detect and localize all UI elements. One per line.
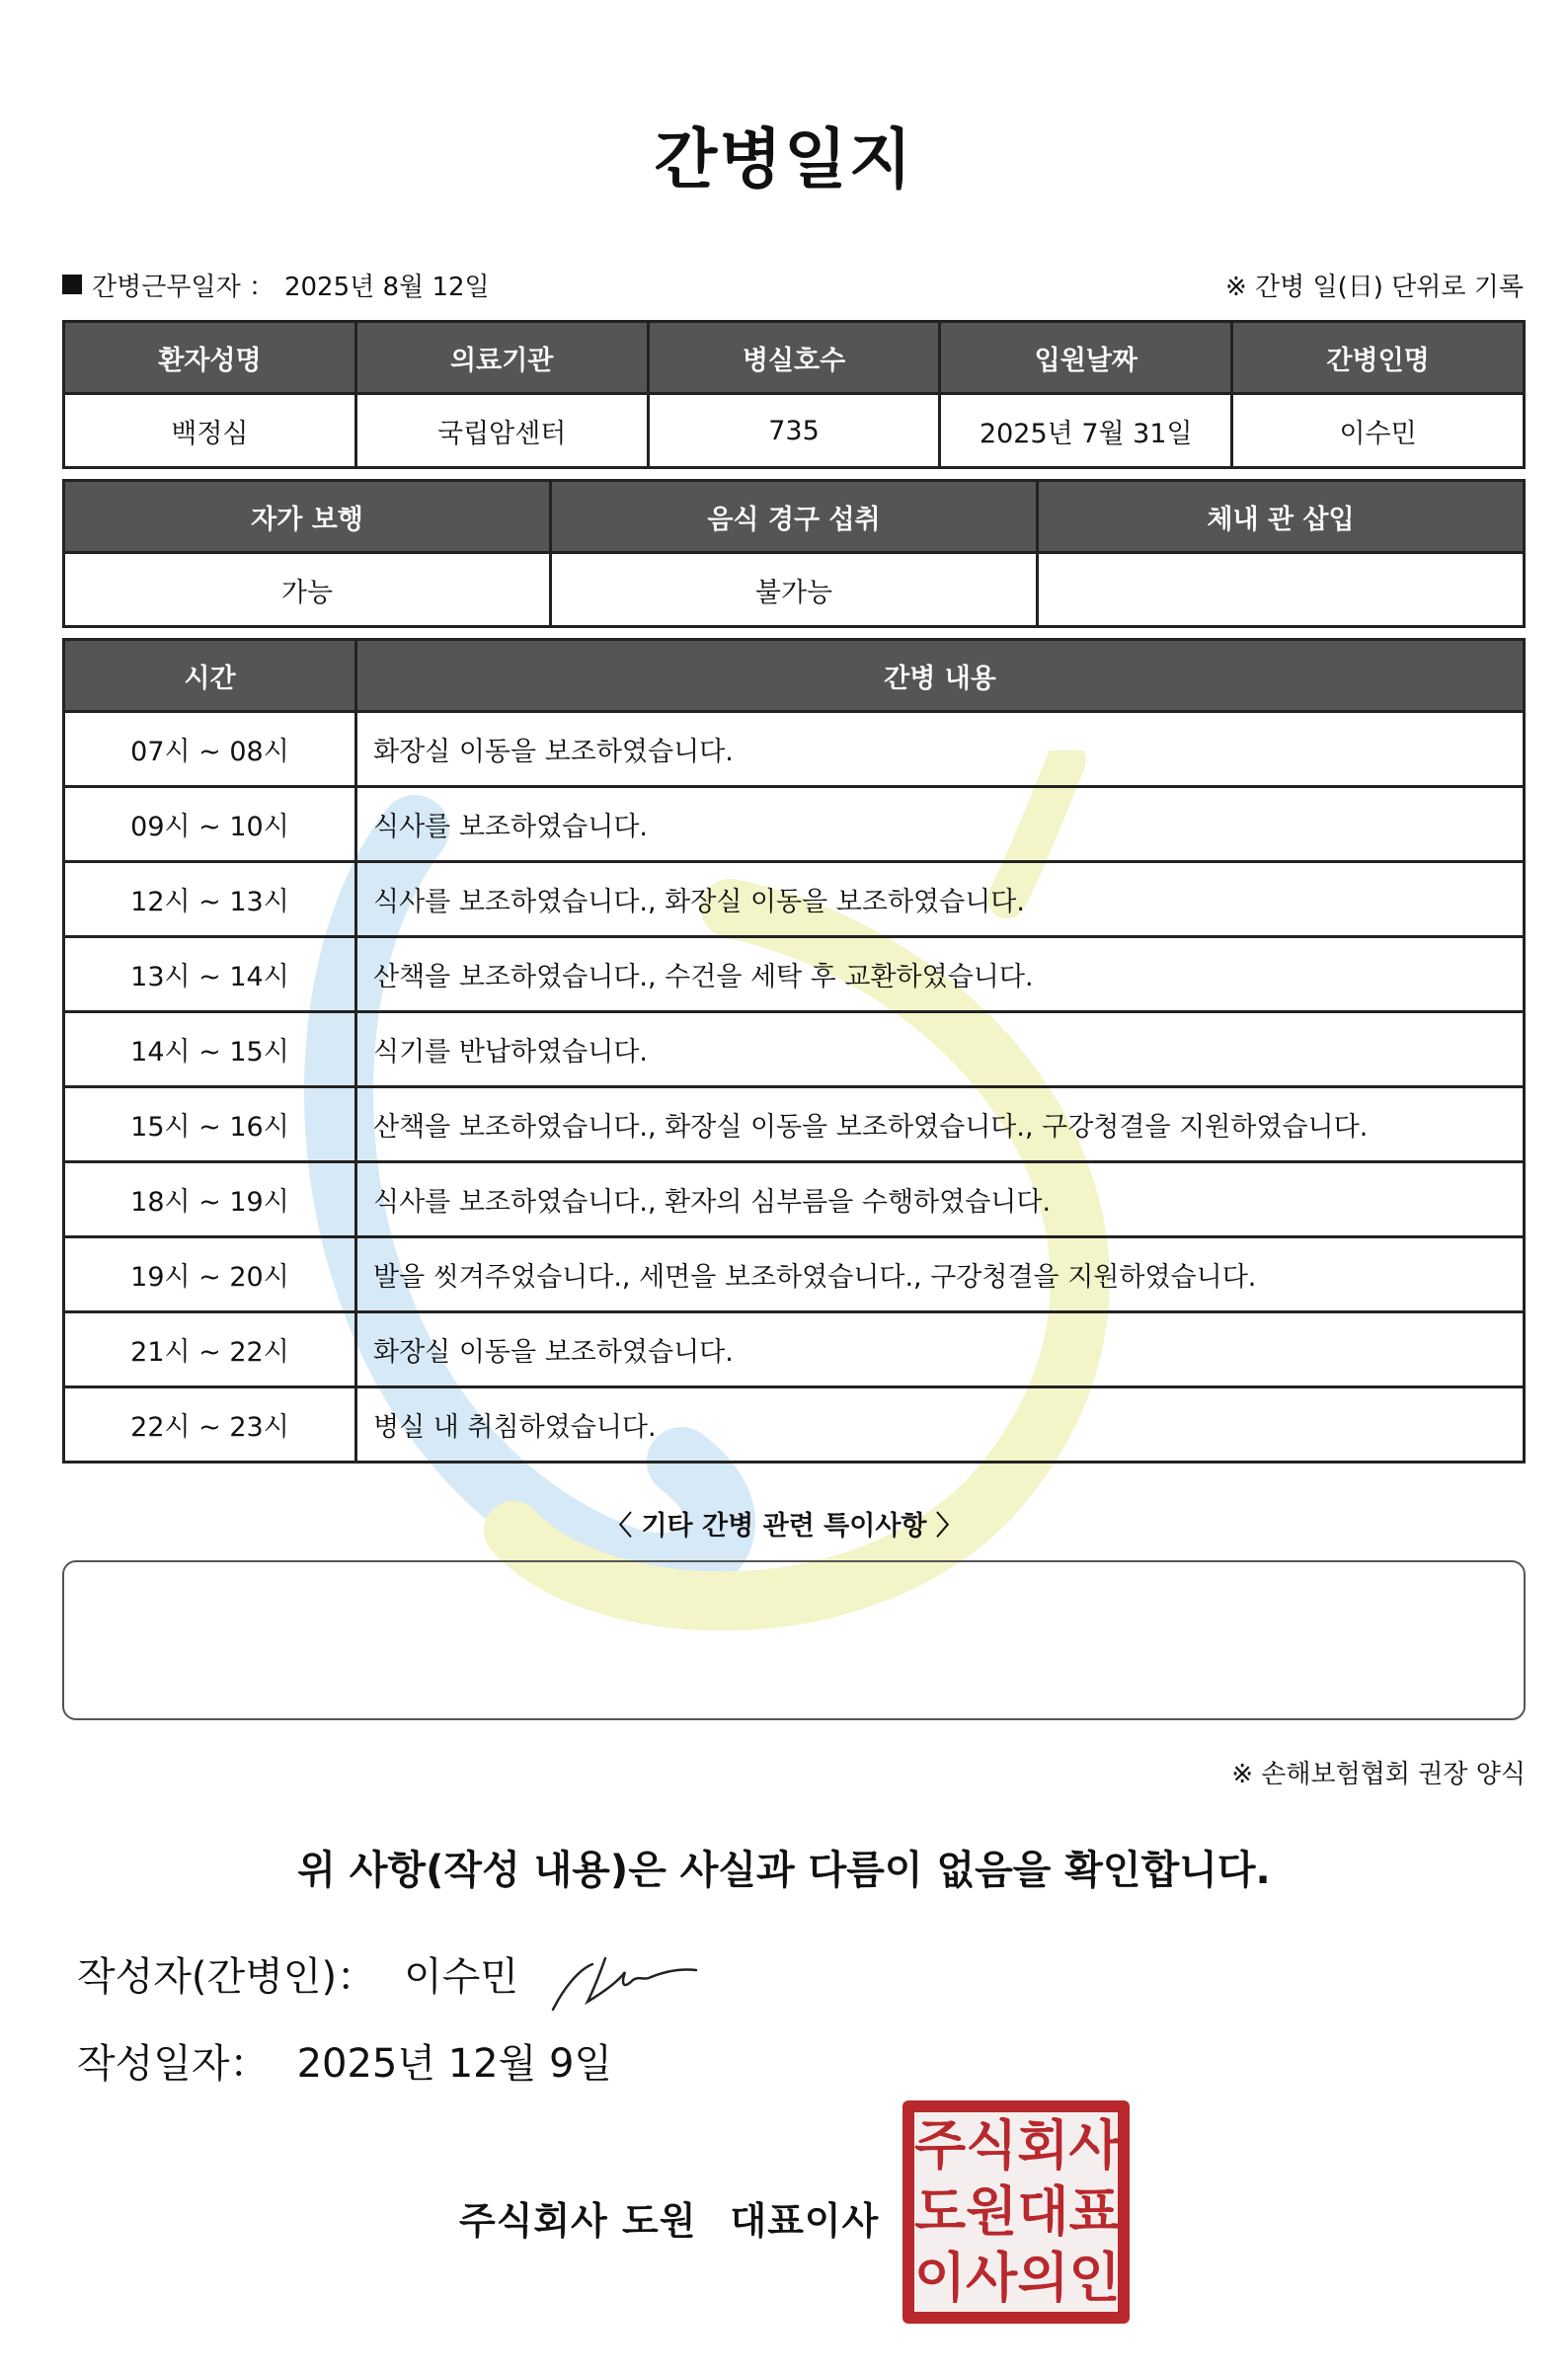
company-signature-line	[459, 2190, 879, 2245]
table-row	[64, 1162, 1525, 1237]
log-time: 18시 ~ 19시	[64, 1162, 356, 1237]
author-name: 이수민	[404, 1954, 518, 2000]
log-time: 12시 ~ 13시	[64, 862, 356, 937]
log-time: 09시 ~ 10시	[64, 787, 356, 862]
table-row	[64, 862, 1525, 937]
handwritten-signature	[548, 1950, 706, 2019]
log-time: 07시 ~ 08시	[64, 712, 356, 787]
log-time: 13시 ~ 14시	[64, 937, 356, 1012]
special-notes-box	[62, 1560, 1526, 1720]
log-content: 식사를 보조하였습니다., 환자의 심부름을 수행하였습니다.	[356, 1162, 1525, 1237]
seal-char: 사	[1068, 2113, 1121, 2176]
table-row	[64, 1387, 1525, 1463]
table-row	[64, 787, 1525, 862]
care-log-table	[62, 638, 1526, 1464]
author-label: 작성자(간병인)：	[77, 1954, 377, 2000]
header-oral-intake: 음식 경구 섭취	[551, 481, 1038, 553]
header-self-walking: 자가 보행	[64, 481, 551, 553]
log-content: 화장실 이동을 보조하였습니다.	[356, 712, 1525, 787]
table-row	[64, 712, 1525, 787]
log-content: 산책을 보조하였습니다., 화장실 이동을 보조하였습니다., 구강청결을 지원하였습니다.	[356, 1087, 1525, 1162]
header-patient-name: 환자성명	[64, 322, 356, 394]
hospital-name: 국립암센터	[355, 394, 648, 468]
work-date-value: 2025년 8월 12일	[283, 272, 490, 302]
author-line	[77, 1945, 518, 2002]
seal-char: 사	[966, 2247, 1018, 2310]
table-row	[64, 1312, 1525, 1387]
seal-char: 주	[914, 2113, 967, 2176]
log-time: 22시 ~ 23시	[64, 1387, 356, 1463]
tube-insertion-value	[1038, 553, 1525, 627]
log-content: 병실 내 취침하였습니다.	[356, 1387, 1525, 1463]
log-content: 식사를 보조하였습니다., 화장실 이동을 보조하였습니다.	[356, 862, 1525, 937]
meta-row	[62, 265, 1524, 304]
log-content: 산책을 보조하였습니다., 수건을 세탁 후 교환하였습니다.	[356, 937, 1525, 1012]
header-time: 시간	[64, 640, 356, 712]
header-admission-date: 입원날짜	[940, 322, 1232, 394]
seal-char: 도	[914, 2179, 967, 2243]
work-date-label: 간병근무일자 ：	[92, 272, 274, 302]
patient-name: 백정심	[64, 394, 356, 468]
special-notes-title: 〈 기타 간병 관련 특이사항 〉	[605, 1511, 963, 1542]
table-row	[64, 937, 1525, 1012]
self-walking-value: 가능	[64, 553, 551, 627]
seal-char: 표	[1068, 2179, 1121, 2243]
table-row	[64, 1087, 1525, 1162]
header-caregiver-name: 간병인명	[1232, 322, 1525, 394]
written-date-label: 작성일자：	[77, 2041, 270, 2087]
seal-inner	[914, 2112, 1121, 2312]
log-time: 19시 ~ 20시	[64, 1237, 356, 1312]
room-number: 735	[648, 394, 940, 468]
header-hospital: 의료기관	[355, 322, 648, 394]
table-row	[64, 1012, 1525, 1087]
record-note: ※ 간병 일(日) 단위로 기록	[1224, 272, 1524, 302]
seal-char: 인	[1068, 2247, 1121, 2310]
log-content: 식사를 보조하였습니다.	[356, 787, 1525, 862]
log-content: 발을 씻겨주었습니다., 세면을 보조하였습니다., 구강청결을 지원하였습니다.	[356, 1237, 1525, 1312]
log-time: 21시 ~ 22시	[64, 1312, 356, 1387]
representative-label: 대표이사	[730, 2199, 880, 2243]
work-date-group	[62, 267, 490, 303]
patient-status-table	[62, 479, 1526, 628]
header-room-number: 병실호수	[648, 322, 940, 394]
seal-char: 원	[966, 2179, 1018, 2243]
table-row	[64, 1237, 1525, 1312]
header-care-content: 간병 내용	[356, 640, 1525, 712]
confirmation-statement: 위 사항(작성 내용)은 사실과 다름이 없음을 확인합니다.	[297, 1848, 1271, 1893]
seal-char: 이	[914, 2247, 967, 2310]
patient-info-table	[62, 320, 1526, 469]
caregiver-name: 이수민	[1232, 394, 1525, 468]
log-time: 15시 ~ 16시	[64, 1087, 356, 1162]
header-tube-insertion: 체내 관 삽입	[1038, 481, 1525, 553]
square-bullet-icon	[62, 275, 82, 294]
log-content: 식기를 반납하였습니다.	[356, 1012, 1525, 1087]
seal-char: 대	[1017, 2179, 1069, 2243]
seal-char: 식	[966, 2113, 1018, 2176]
company-seal-stamp	[902, 2100, 1130, 2324]
page-title: 간병일지	[654, 121, 914, 198]
seal-char: 회	[1017, 2113, 1069, 2176]
admission-date: 2025년 7월 31일	[940, 394, 1232, 468]
company-name: 주식회사 도원	[459, 2199, 697, 2243]
written-date-line	[77, 2032, 612, 2089]
log-content: 화장실 이동을 보조하였습니다.	[356, 1312, 1525, 1387]
written-date-value: 2025년 12월 9일	[296, 2041, 613, 2087]
oral-intake-value: 불가능	[551, 553, 1038, 627]
log-time: 14시 ~ 15시	[64, 1012, 356, 1087]
seal-char: 의	[1017, 2247, 1069, 2310]
form-source-note: ※ 손해보험협회 권장 양식	[1231, 1760, 1526, 1789]
